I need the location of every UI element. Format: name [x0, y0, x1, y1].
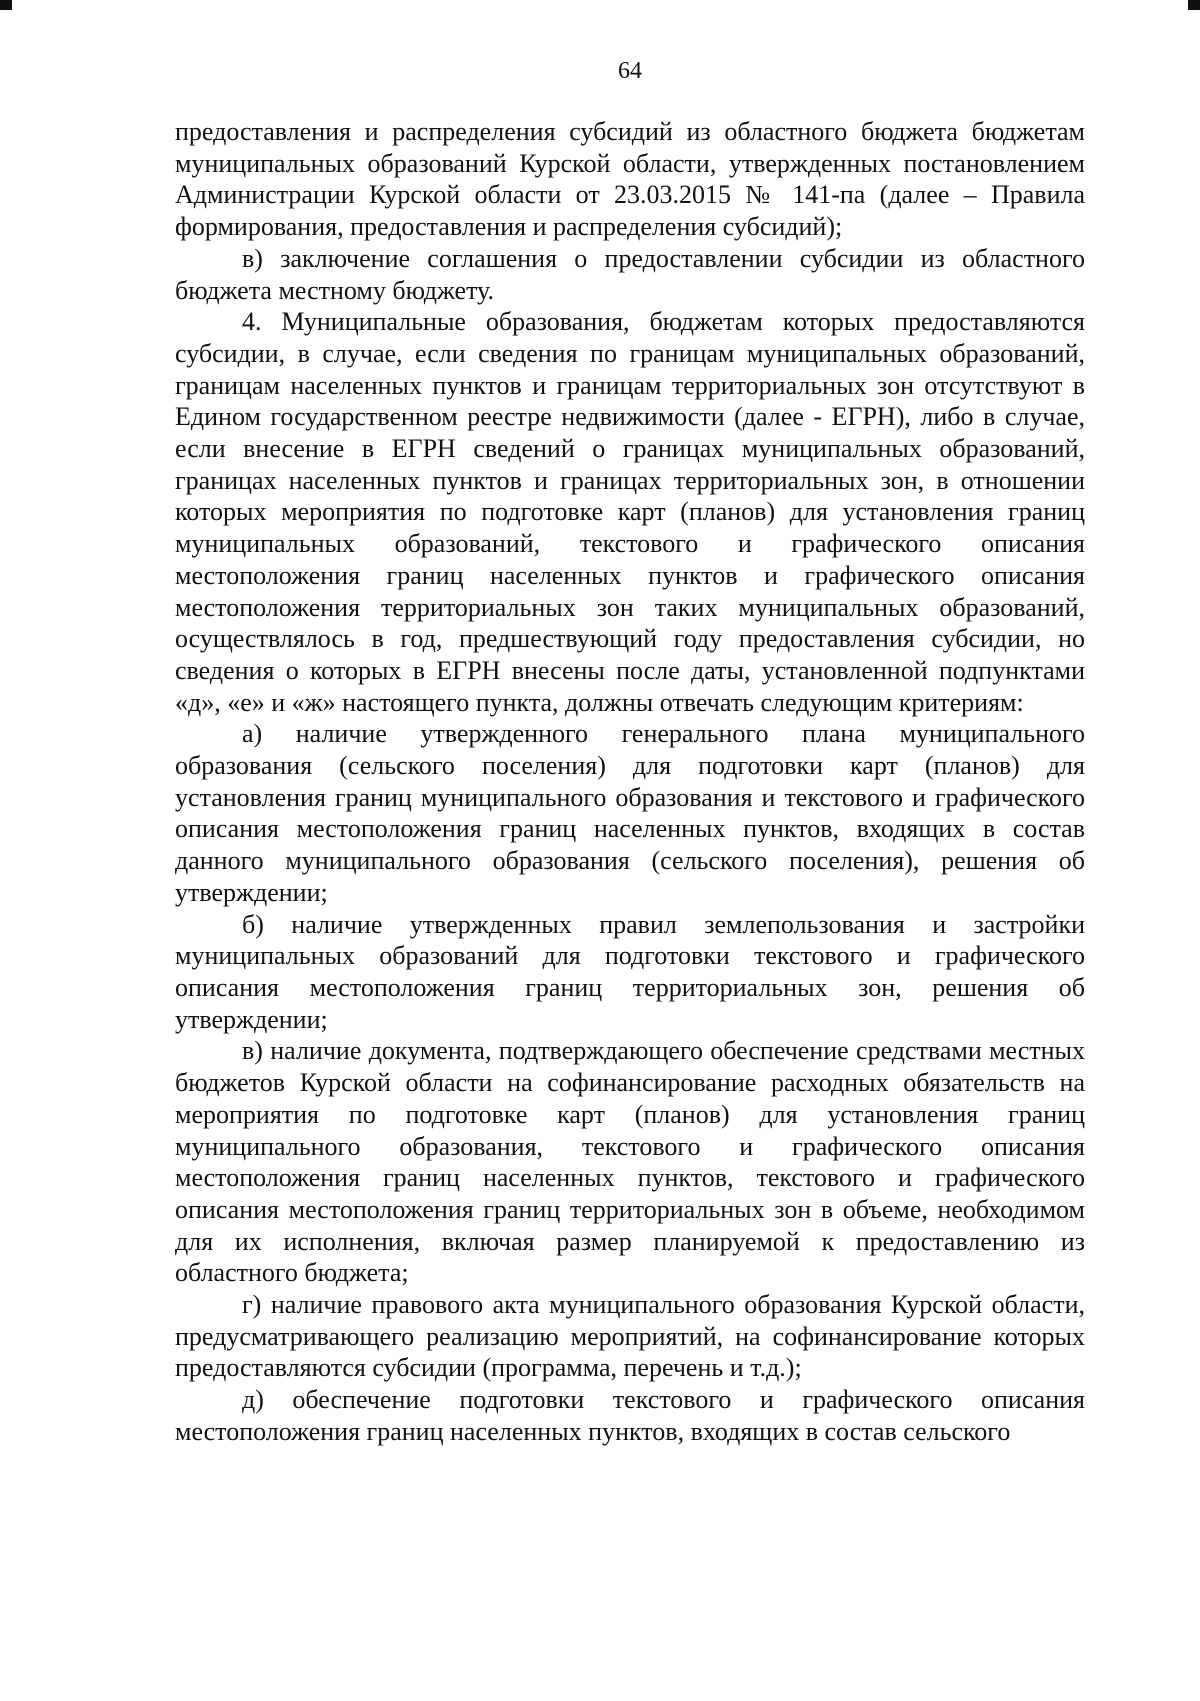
paragraph-item-d: д) обеспечение подготовки текстового и графического описания местоположения границ населенных пунктов, входящих в состав сельского — [175, 1385, 1085, 1446]
document-body — [175, 116, 1085, 1448]
paragraph-item-a: а) наличие утвержденного генерального плана муниципального образования (сельского поселения) для подготовки карт (планов) для установления границ муниципального образования и текстового и графического описания местоположения границ населенных пунктов, входящих в состав данного муниципального образования (сельского поселения), решения об утверждении; — [175, 719, 1085, 907]
paragraph-item-b: б) наличие утвержденных правил землепользования и застройки муниципальных образований для подготовки текстового и графического описания местоположения границ территориальных зон, решения об утверждении; — [175, 909, 1085, 1034]
paragraph-item-v: в) наличие документа, подтверждающего обеспечение средствами местных бюджетов Курской области на софинансирование расходных обязательств на мероприятия по подготовке карт (планов) для установления границ муниципального образования, текстового и графического описания местоположения границ населенных пунктов, текстового и графического описания местоположения границ территориальных зон в объеме, необходимом для их исполнения, включая размер планируемой к предоставлению из областного бюджета; — [175, 1036, 1085, 1288]
scan-corner-mark-right — [1188, 0, 1200, 10]
page-number: 64 — [618, 58, 642, 84]
paragraph-point-4: 4. Муниципальные образования, бюджетам которых предоставляются субсидии, в случае, если сведения по границам муниципальных образований, границам населенных пунктов и границам территориальных зон отсутствуют в Едином государственном реестре недвижимости (далее - ЕГРН), либо в случае, если внесение в ЕГРН сведений о границах муниципальных образований, границах населенных пунктов и границах территориальных зон, в отношении которых мероприятия по подготовке карт (планов) для установления границ муниципальных образований, текстового и графического описания местоположения границ населенных пунктов и графического описания местоположения территориальных зон таких муниципальных образований, осуществлялось в год, предшествующий году предоставления субсидии, но сведения о которых в ЕГРН внесены после даты, установленной подпунктами «д», «е» и «ж» настоящего пункта, должны отвечать следующим критериям: — [175, 307, 1085, 717]
paragraph-item-v-agreement: в) заключение соглашения о предоставлении субсидии из областного бюджета местному бюджету. — [175, 243, 1085, 305]
paragraph-continuation: предоставления и распределения субсидий из областного бюджета бюджетам муниципальных образований Курской области, утвержденных постановлением Администрации Курской области от 23.03.2015 № 141-па (далее – Правила формирования, предоставления и распределения субсидий); — [175, 117, 1085, 242]
paragraph-item-g: г) наличие правового акта муниципального образования Курской области, предусматривающего реализацию мероприятий, на софинансирование которых предоставляются субсидии (программа, перечень и т.д.); — [175, 1290, 1085, 1383]
scan-corner-mark-left — [0, 0, 12, 10]
